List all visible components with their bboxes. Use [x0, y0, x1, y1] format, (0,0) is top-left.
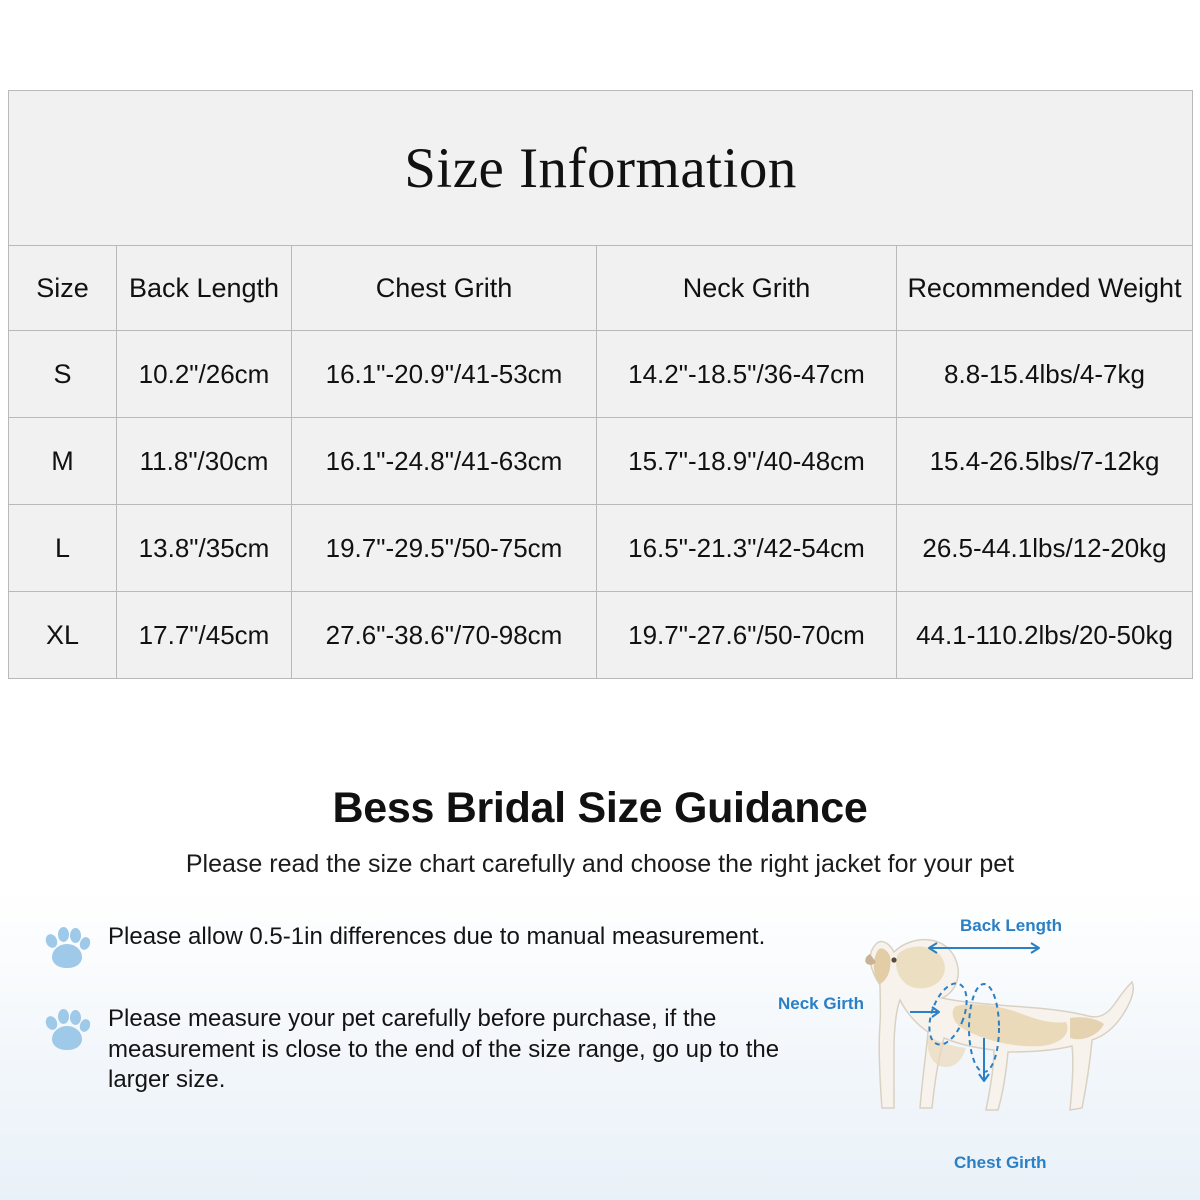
table-row [9, 592, 1193, 679]
cell-back-length: 17.7"/45cm [117, 592, 292, 679]
column-header-back-length: Back Length [117, 246, 292, 331]
paw-print-icon [44, 1008, 90, 1052]
list-item [44, 1004, 804, 1096]
cell-neck-girth: 16.5"-21.3"/42-54cm [597, 505, 897, 592]
table-title: Size Information [9, 91, 1193, 246]
column-header-recommended-weight: Recommended Weight [897, 246, 1193, 331]
cell-back-length: 10.2"/26cm [117, 331, 292, 418]
column-header-neck-girth: Neck Grith [597, 246, 897, 331]
paw-print-icon [44, 926, 90, 970]
table-row [9, 505, 1193, 592]
cell-back-length: 13.8"/35cm [117, 505, 292, 592]
cell-size: M [9, 418, 117, 505]
cell-neck-girth: 15.7"-18.9"/40-48cm [597, 418, 897, 505]
dog-measurement-diagram [770, 910, 1190, 1190]
note-text: Please measure your pet carefully before purchase, if the measurement is close to the end of the size range, go up to the larger size. [108, 1005, 780, 1094]
table-title-row [9, 91, 1193, 246]
cell-recommended-weight: 15.4-26.5lbs/7-12kg [897, 418, 1193, 505]
cell-chest-girth: 16.1"-24.8"/41-63cm [292, 418, 597, 505]
label-neck-girth: Neck Girth [778, 994, 864, 1013]
size-guidance-section [0, 700, 1200, 1200]
guidance-title: Bess Bridal Size Guidance [332, 784, 868, 832]
cell-recommended-weight: 26.5-44.1lbs/12-20kg [897, 505, 1193, 592]
label-chest-girth: Chest Girth [954, 1153, 1047, 1172]
guidance-notes [44, 922, 804, 1130]
table-row [9, 418, 1193, 505]
cell-recommended-weight: 8.8-15.4lbs/4-7kg [897, 331, 1193, 418]
label-back-length: Back Length [960, 916, 1063, 935]
cell-chest-girth: 19.7"-29.5"/50-75cm [292, 505, 597, 592]
cell-neck-girth: 19.7"-27.6"/50-70cm [597, 592, 897, 679]
size-information-table [8, 90, 1193, 679]
cell-recommended-weight: 44.1-110.2lbs/20-50kg [897, 592, 1193, 679]
cell-chest-girth: 27.6"-38.6"/70-98cm [292, 592, 597, 679]
cell-size: XL [9, 592, 117, 679]
note-text: Please allow 0.5-1in differences due to manual measurement. [108, 923, 766, 950]
column-header-chest-girth: Chest Grith [292, 246, 597, 331]
column-header-size: Size [9, 246, 117, 331]
cell-back-length: 11.8"/30cm [117, 418, 292, 505]
list-item [44, 922, 804, 970]
size-information-table-wrapper [8, 90, 1192, 679]
guidance-subtitle: Please read the size chart carefully and choose the right jacket for your pet [185, 850, 1015, 878]
cell-chest-girth: 16.1"-20.9"/41-53cm [292, 331, 597, 418]
table-header-row [9, 246, 1193, 331]
cell-size: L [9, 505, 117, 592]
dog-illustration [770, 910, 1190, 1190]
cell-size: S [9, 331, 117, 418]
table-row [9, 331, 1193, 418]
cell-neck-girth: 14.2"-18.5"/36-47cm [597, 331, 897, 418]
